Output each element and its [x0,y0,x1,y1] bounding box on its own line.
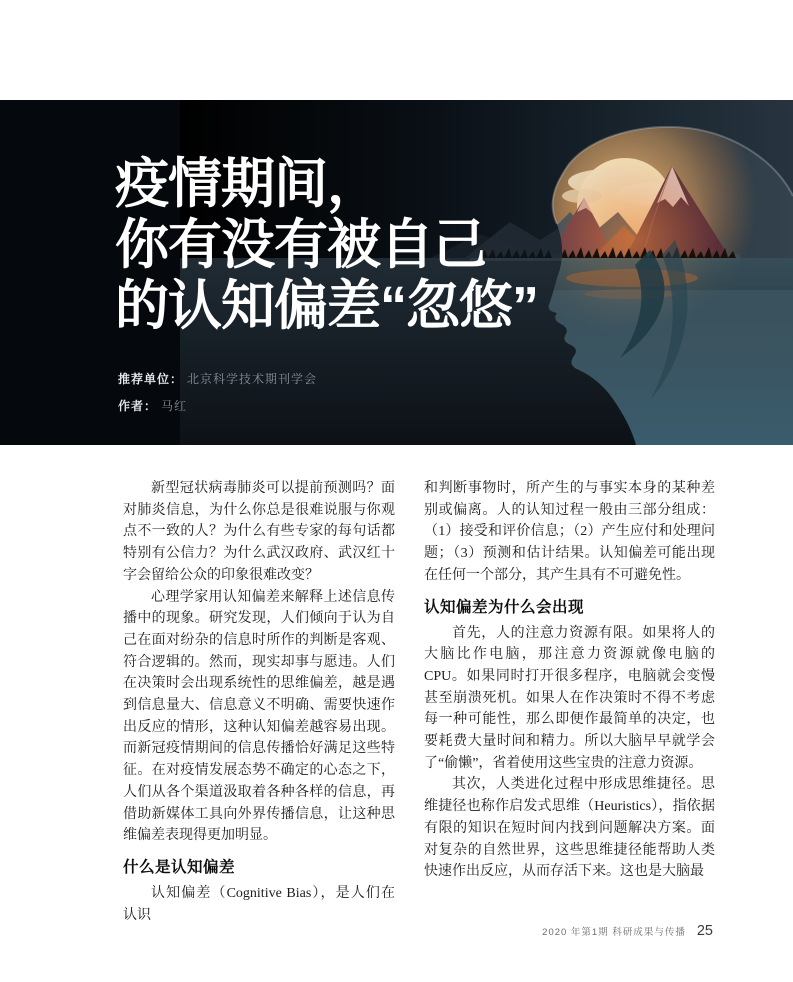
paragraph-bias-definition-start: 认知偏差（Cognitive Bias），是人们在认识 [123,885,395,923]
paragraph-psychology-explain: 心理学家用认知偏差来解释上述信息传播中的现象。研究发现，人们倾向于认为自己在面对纷杂的信息时所作的判断是客观、符合逻辑的。然而，现实却事与愿违。人们在决策时会出现系统性的思维偏差，越是遇到信息量大、信息意义不明确、需要快速作出反应的情形，这种认知偏差越容易出现。而新冠疫情期间的信息传播恰好满足这些特征。在对疫情发展态势不确定的心态之下，人们从各个渠道汲取着各种各样的信息，再借助新媒体工具向外界传播信息，让这种思维偏差表现得更加明显。 [123,589,395,844]
title-line-1: 疫情期间， [115,154,380,214]
column-left [123,478,395,926]
title-line-2: 你有没有被自己 [115,215,486,275]
author-label: 作者： [118,399,158,413]
page-number: 25 [696,923,713,939]
paragraph-intro-questions: 新型冠状病毒肺炎可以提前预测吗？面对肺炎信息，为什么你总是很难说服与你观点不一致的人？为什么有些专家的每句话都特别有公信力？为什么武汉政府、武汉红十字会留给公众的印象很难改变？ [123,481,395,583]
article-header [0,100,793,445]
paragraph-bias-definition-cont: 和判断事物时，所产生的与事实本身的某种差别或偏离。人的认知过程一般由三部分组成：（1）接受和评价信息；（2）产生应付和处理问题；（3）预测和估计结果。认知偏差可能出现在任何一个部分，其产生具有不可避免性。 [424,481,715,583]
author-row [118,399,317,413]
paragraph-heuristics: 其次，人类进化过程中形成思维捷径。思维捷径也称作启发式思维（Heuristics），指依据有限的知识在短时间内找到问题解决方案。面对复杂的自然世界，这些思维捷径能帮助人类快速作出反应，从而存活下来。这也是大脑最 [424,777,715,880]
author-value: 马红 [161,399,188,413]
page-footer [542,923,713,939]
recommender-label: 推荐单位： [118,372,184,386]
article-meta [118,372,317,426]
section-heading-what-is-bias: 什么是认知偏差 [123,858,236,876]
paragraph-attention-resources: 首先，人的注意力资源有限。如果将人的大脑比作电脑，那注意力资源就像电脑的CPU。如果同时打开很多程序，电脑就会变慢甚至崩溃死机。如果人在作决策时不得不考虑每一种可能性，那么即便作最简单的决定，也要耗费大量时间和精力。所以大脑早早就学会了“偷懒”，省着使用这些宝贵的注意力资源。 [424,625,715,771]
article-title [115,154,538,337]
column-right [424,478,715,883]
title-line-3: 的认知偏差“忽悠” [115,276,538,336]
section-heading-why-bias: 认知偏差为什么会出现 [424,598,585,616]
recommender-row [118,372,317,386]
journal-issue-info: 2020 年第1期 科研成果与传播 [542,927,686,938]
recommender-value: 北京科学技术期刊学会 [187,372,318,386]
